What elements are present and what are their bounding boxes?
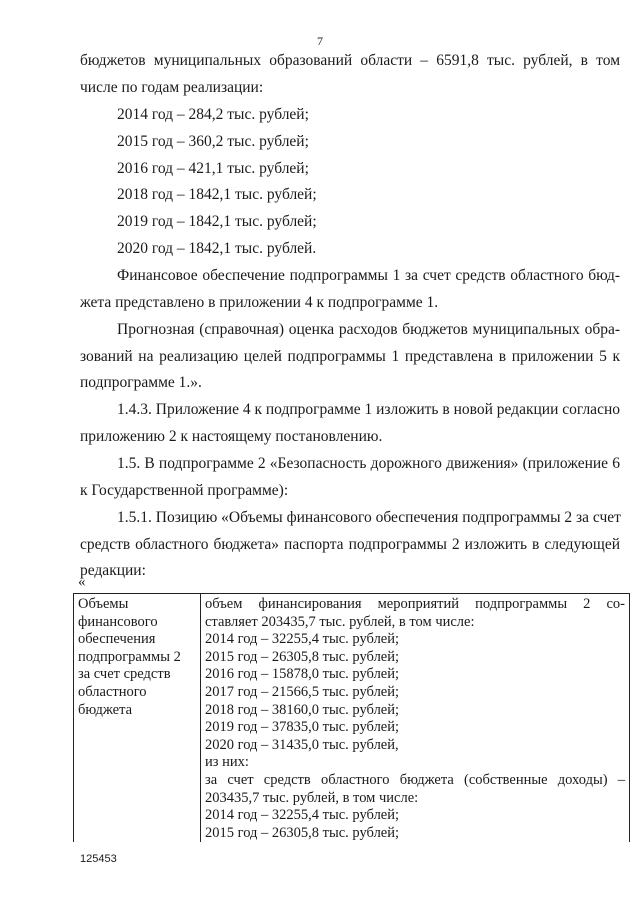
body-line: числе по годам реализации: — [80, 79, 264, 96]
body-line: бюджетов муниципальных образований области – 6591,8 тыс. рублей, в том — [80, 52, 620, 69]
body-line: 1.5. В подпрограмме 2 «Безопасность дорожного движения» (приложение 6 — [117, 455, 620, 472]
body-line: 2014 год – 284,2 тыс. рублей; — [117, 106, 309, 123]
body-line: Прогнозная (справочная) оценка расходов бюджетов муниципальных обра- — [117, 321, 620, 338]
value-line: 2014 год – 32255,4 тыс. рублей; — [205, 807, 400, 824]
table-label-cell — [74, 594, 201, 843]
label-line: Объемы — [78, 596, 129, 612]
body-line: 2015 год – 360,2 тыс. рублей; — [117, 133, 309, 150]
value-line: 2016 год – 15878,0 тыс. рублей; — [205, 666, 400, 683]
value-line: ставляет 203435,7 тыс. рублей, в том числе: — [205, 613, 475, 630]
body-line: приложению 2 к настоящему постановлению. — [80, 428, 383, 445]
value-line: 2014 год – 32255,4 тыс. рублей; — [205, 631, 400, 648]
body-line: средств областного бюджета» паспорта подпрограммы 2 изложить в следующей — [80, 536, 620, 553]
value-line: 2020 год – 31435,0 тыс. рублей, — [205, 736, 399, 753]
page-number: 7 — [317, 34, 323, 48]
body-line: 1.4.3. Приложение 4 к подпрограмме 1 изложить в новой редакции согласно — [117, 401, 620, 418]
body-line: жета представлено в приложении 4 к подпрограмме 1. — [80, 294, 439, 311]
label-line: обеспечения — [78, 631, 156, 648]
body-line: 2019 год – 1842,1 тыс. рублей; — [117, 213, 317, 230]
body-line: подпрограмме 1.». — [80, 374, 202, 391]
label-line: за счет средств — [78, 666, 171, 683]
label-line: бюджета — [78, 701, 133, 718]
value-line: из них: — [205, 754, 249, 771]
body-line: зований на реализацию целей подпрограммы 1 представлена в приложении 5 к — [80, 348, 620, 365]
body-line: к Государственной программе): — [80, 482, 289, 499]
document-code: 125453 — [80, 853, 117, 865]
body-line: 1.5.1. Позицию «Объемы финансового обеспечения подпрограммы 2 за счет — [117, 509, 621, 526]
value-line: за счет средств областного бюджета (собственные доходы) – — [205, 771, 625, 788]
value-line: 2015 год – 26305,8 тыс. рублей; — [205, 824, 400, 841]
label-line: подпрограммы 2 — [78, 648, 181, 665]
value-line: объем финансирования мероприятий подпрограммы 2 со- — [205, 596, 625, 612]
body-line: Финансовое обеспечение подпрограммы 1 за счет средств областного бюд- — [117, 267, 620, 284]
table-value-cell — [201, 594, 630, 843]
body-line: 2016 год – 421,1 тыс. рублей; — [117, 160, 309, 177]
body-line: 2018 год – 1842,1 тыс. рублей; — [117, 186, 317, 203]
body-line: 2020 год – 1842,1 тыс. рублей. — [117, 240, 317, 257]
label-line: финансового — [78, 613, 158, 630]
label-line: областного — [78, 683, 147, 700]
value-line: 203435,7 тыс. рублей, в том числе: — [205, 789, 419, 806]
body-line: редакции: — [80, 562, 146, 579]
value-line: 2019 год – 37835,0 тыс. рублей; — [205, 719, 400, 736]
value-line: 2018 год – 38160,0 тыс. рублей; — [205, 701, 400, 718]
value-line: 2017 год – 21566,5 тыс. рублей; — [205, 683, 400, 700]
value-line: 2015 год – 26305,8 тыс. рублей; — [205, 648, 400, 665]
opening-quote-mark: « — [78, 574, 86, 590]
passport-table — [73, 593, 630, 842]
table-row — [74, 594, 630, 843]
